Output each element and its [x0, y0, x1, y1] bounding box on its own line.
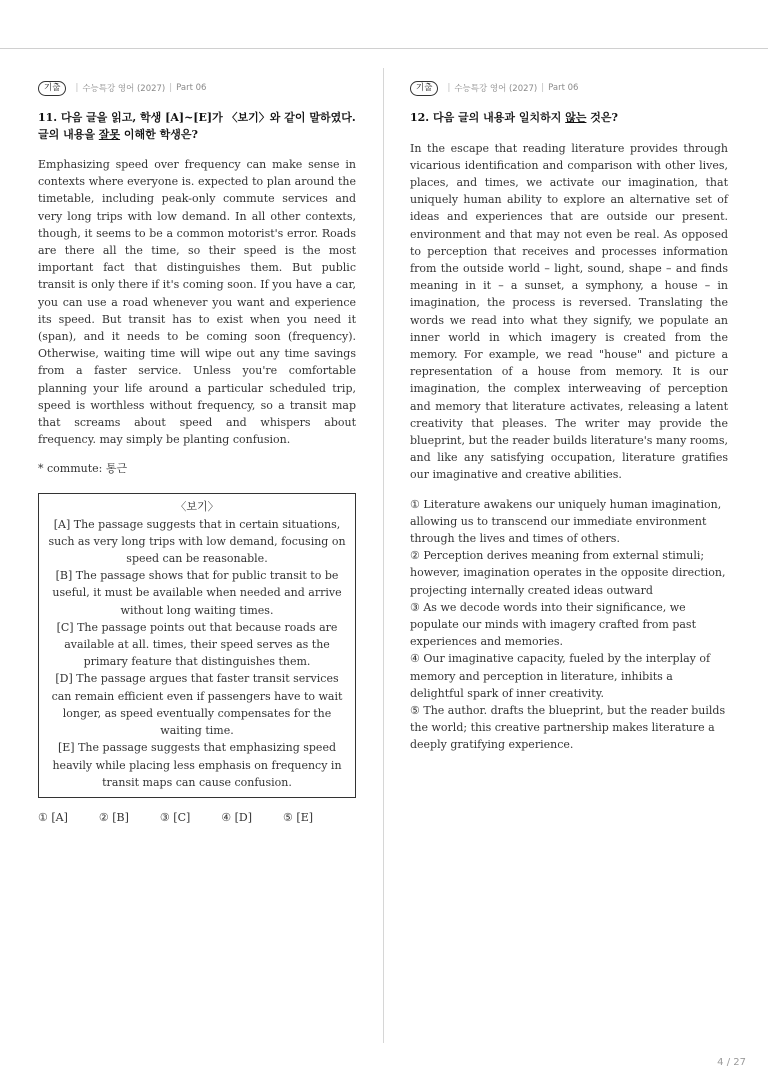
- part-label: Part 06: [548, 83, 579, 93]
- page-number: 4 / 27: [717, 1057, 746, 1068]
- option-4[interactable]: ④ [D]: [221, 810, 253, 824]
- answer-options: [38, 811, 356, 824]
- box-item-b: [B] The passage shows that for public transit to be useful, it must be available when needed and arrive without long waiting times.: [52, 569, 342, 617]
- box-item-e: [E] The passage suggests that emphasizing speed heavily while placing less emphasis on frequency in transit maps can cause confusion.: [52, 741, 342, 789]
- footnote: * commute: 통근: [38, 462, 128, 476]
- question-title: 12. 다음 글의 내용과 일치하지 않는 것은?: [410, 111, 618, 124]
- underlined-keyword: 잘못: [98, 127, 121, 141]
- passage-text: In the escape that reading literature provides through vicarious identification and comparison with other lives, places, and times, we activate our imagination, that uniquely human ability to explore an alternative set of ideas and experiences that are outside our present. environment and that may not even be real. As opposed to perception that receives and processes information from the outside world – light, sound, shape – and finds meaning in it – a sunset, a symphony, a house – in imagination, the process is reversed. Translating the words we read into what they signify, we populate an inner world in which imagery is created from the memory. For example, we read "house" and picture a representation of a house from memory. It is our imagination, the complex interweaving of perception and memory that literature activates, releasing a latent creativity that pleases. The writer may provide the blueprint, but the reader builds literature's many rooms, and like any satisfying occupation, literature gratifies our imaginative and creative abilities.: [410, 141, 728, 482]
- choice-1[interactable]: ① Literature awakens our uniquely human imagination, allowing us to transcend our immediate environment through the lives and times of others.: [410, 497, 722, 545]
- part-label: Part 06: [176, 83, 207, 93]
- option-5[interactable]: ⑤ [E]: [283, 810, 314, 824]
- option-3[interactable]: ③ [C]: [159, 810, 191, 824]
- choice-3[interactable]: ③ As we decode words into their significance, we populate our minds with imagery crafted from past experiences and memories.: [410, 600, 696, 649]
- underlined-keyword: 않는: [565, 111, 587, 124]
- source-label: 수능특강 영어 (2027): [454, 84, 538, 94]
- option-1[interactable]: ① [A]: [38, 810, 68, 824]
- answer-choices: [410, 496, 728, 754]
- option-2[interactable]: ② [B]: [98, 810, 129, 824]
- box-item-c: [C] The passage points out that because roads are available at all. times, their speed serves as the primary feature that distinguishes them.: [56, 620, 338, 669]
- box-item-a: [A] The passage suggests that in certain situations, such as very long trips with low demand, focusing on speed can be reasonable.: [48, 517, 346, 566]
- question-title: 11. 다음 글을 읽고, 학생 [A]~[E]가 〈보기〉와 같이 말하였다. 글의 내용을 잘못 이해한 학생은?: [38, 111, 356, 141]
- example-box-title: 〈보기〉: [175, 500, 219, 514]
- box-item-d: [D] The passage argues that faster transit services can remain efficient even if passengers have to wait longer, as speed eventually compensates for the waiting time.: [51, 672, 343, 738]
- top-rule: [0, 48, 768, 49]
- choice-2[interactable]: ② Perception derives meaning from external stimuli; however, imagination operates in the opposite direction, projecting internally created ideas outward: [410, 549, 726, 597]
- column-divider: [383, 68, 384, 1043]
- source-label: 수능특강 영어 (2027): [82, 84, 166, 94]
- question-header: 기출 | 수능특강 영어 (2027) | Part 06: [410, 80, 728, 96]
- choice-4[interactable]: ④ Our imaginative capacity, fueled by the interplay of memory and perception in literature, inhibits a delightful spark of inner creativity.: [410, 652, 711, 700]
- exam-tag: 기출: [38, 81, 66, 96]
- example-box: [38, 493, 356, 797]
- question-header: 기출 | 수능특강 영어 (2027) | Part 06: [38, 80, 356, 96]
- choice-5[interactable]: ⑤ The author. drafts the blueprint, but the reader builds the world; this creative partnership makes literature a deeply gratifying experience.: [410, 704, 726, 752]
- exam-tag: 기출: [410, 81, 438, 96]
- question-11: [38, 80, 356, 824]
- passage-text: Emphasizing speed over frequency can make sense in contexts where everyone is. expected to plan around the timetable, including peak-only commute services and very long trips with low demand. In all other contexts, though, it seems to be a common motorist's error. Roads are there all the time, so their speed is the most important fact that distinguishes them. But public transit is only there if it's coming soon. If you have a car, you can use a road whenever you want and experience its speed. But transit has to exist when you need it (span), and it needs to be coming soon (frequency). Otherwise, waiting time will wipe out any time savings from a faster service. Unless you're comfortable planning your life around a particular scheduled trip, speed is worthless without frequency, so a transit map that screams about speed and whispers about frequency. may simply be planting confusion.: [38, 158, 356, 447]
- question-12: [410, 80, 728, 754]
